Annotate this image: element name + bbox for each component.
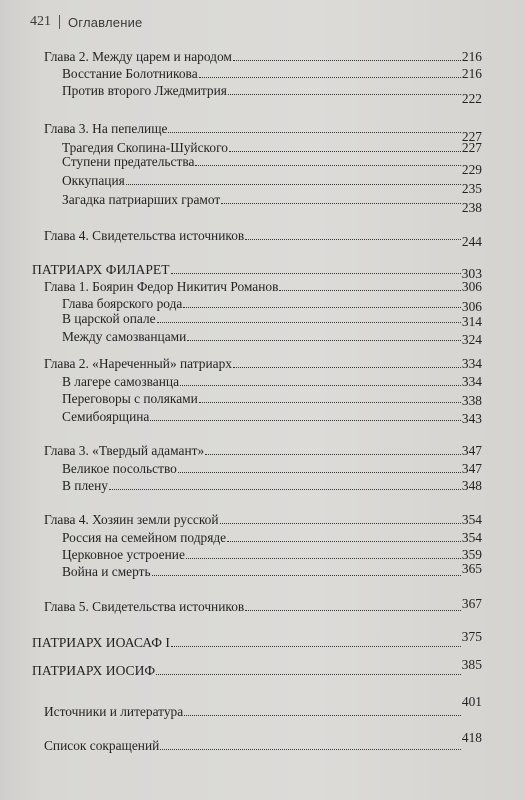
toc-entry-title: Глава 4. Свидетельства источников — [44, 228, 245, 243]
toc-page-number: 222 — [461, 91, 482, 106]
toc-entry-title: Глава боярского рода — [62, 296, 183, 311]
toc-section — [62, 561, 482, 580]
leader-dots — [171, 273, 461, 274]
toc-entry-title: Глава 3. На пепелище — [44, 121, 168, 136]
toc-page-number: 359 — [461, 547, 482, 562]
leader-dots — [160, 749, 461, 750]
toc-page-number: 418 — [461, 730, 482, 745]
toc-chapter — [44, 512, 482, 528]
toc-page-number: 354 — [461, 512, 482, 527]
toc-entry-title: Восстание Болотникова — [62, 66, 198, 81]
toc-page-number: 338 — [461, 393, 482, 408]
toc-entry-title: Переговоры с поляками — [62, 391, 198, 406]
toc-section — [62, 192, 482, 215]
leader-dots — [245, 239, 461, 240]
toc-page-number: 334 — [461, 356, 482, 371]
leader-dots — [168, 132, 460, 133]
toc-entry-title: Война и смерть — [62, 564, 151, 579]
toc-page-number: 244 — [461, 234, 482, 249]
toc-page-number: 347 — [461, 461, 482, 476]
toc-entry-title: Глава 1. Боярин Федор Никитич Романов — [44, 279, 279, 294]
leader-dots — [220, 523, 461, 524]
toc-entry-title: ПАТРИАРХ ИОСИФ — [32, 663, 156, 678]
toc-chapter — [44, 279, 482, 295]
leader-dots — [199, 77, 461, 78]
leader-dots — [227, 541, 461, 542]
toc-entry-title: Против второго Лжедмитрия — [62, 83, 227, 98]
toc-chapter — [44, 596, 482, 615]
leader-dots — [184, 715, 461, 716]
leader-dots — [245, 610, 461, 611]
leader-dots — [221, 203, 461, 204]
toc-page-number: 375 — [461, 629, 482, 644]
toc-section — [62, 296, 482, 312]
toc-entry-title: Россия на семейном подряде — [62, 530, 227, 545]
leader-dots — [228, 94, 461, 95]
toc-page-number: 227 — [461, 129, 482, 144]
toc-page-number: 385 — [461, 657, 482, 672]
toc-page-number: 306 — [461, 299, 482, 314]
toc-entry-title: В лагере самозванца — [62, 374, 180, 389]
page-number: 421 — [30, 14, 51, 29]
toc-section — [62, 530, 482, 546]
leader-dots — [233, 60, 461, 61]
leader-dots — [229, 151, 461, 152]
toc-entry-title: Загадка патриарших грамот — [62, 192, 221, 207]
toc-section — [62, 173, 482, 196]
leader-dots — [183, 307, 461, 308]
toc-entry-title: Трагедия Скопина-Шуйского — [62, 140, 228, 155]
toc-part — [32, 629, 482, 651]
toc-entry-title: В плену — [62, 478, 108, 493]
leader-dots — [171, 646, 461, 647]
toc-part — [32, 657, 482, 679]
toc-entry-title: Глава 4. Хозяин земли русской — [44, 512, 219, 527]
toc-section — [62, 66, 482, 82]
toc-page-number: 334 — [461, 374, 482, 389]
toc-entry-title: Церковное устроение — [62, 547, 185, 562]
toc-page-number: 303 — [461, 266, 482, 281]
toc-entry-title: Ступени предательства — [62, 154, 195, 169]
toc-section — [62, 154, 482, 177]
toc-page-number: 367 — [461, 596, 482, 611]
toc-page-number: 343 — [461, 411, 482, 426]
toc-entry-title: Глава 5. Свидетельства источников — [44, 599, 245, 614]
leader-dots — [195, 165, 460, 166]
toc-part — [32, 262, 482, 281]
toc-page-number: 306 — [461, 279, 482, 294]
toc-entry-title: Источники и литература — [44, 704, 184, 719]
leader-dots — [109, 489, 461, 490]
toc-page-number: 314 — [461, 314, 482, 329]
toc-backmatter — [44, 730, 482, 754]
toc-chapter — [44, 443, 482, 459]
toc-entry-title: ПАТРИАРХ ИОАСАФ I — [32, 635, 170, 650]
toc-section — [62, 83, 482, 106]
leader-dots — [186, 558, 461, 559]
running-title: Оглавление — [68, 14, 143, 30]
toc-section — [62, 329, 482, 345]
toc-page-number: 354 — [461, 530, 482, 545]
toc-chapter — [44, 121, 482, 144]
toc-page-number: 216 — [461, 66, 482, 81]
toc-chapter — [44, 228, 482, 249]
toc-entry-title: Список сокращений — [44, 738, 160, 753]
leader-dots — [205, 454, 461, 455]
toc-page-number: 401 — [461, 694, 482, 709]
toc-entry-title: Глава 2. Между царем и народом — [44, 49, 232, 64]
toc-page-number: 347 — [461, 443, 482, 458]
leader-dots — [180, 385, 461, 386]
toc-entry-title: Глава 3. «Твердый адамант» — [44, 443, 205, 458]
toc-page-number: 235 — [461, 181, 482, 196]
toc-entry-title: Великое посольство — [62, 461, 177, 476]
leader-dots — [187, 340, 461, 341]
toc-page-number: 348 — [461, 478, 482, 493]
toc-chapter — [44, 356, 482, 372]
toc-section — [62, 547, 482, 563]
toc-page-number: 227 — [461, 140, 482, 155]
toc-entry-title: В царской опале — [62, 311, 156, 326]
leader-dots — [152, 575, 461, 576]
toc-entry-title: Оккупация — [62, 173, 125, 188]
toc-section — [62, 461, 482, 477]
leader-dots — [233, 367, 461, 368]
leader-dots — [150, 420, 461, 421]
toc-entry-title: ПАТРИАРХ ФИЛАРЕТ — [32, 262, 170, 277]
leader-dots — [199, 402, 461, 403]
toc-entry-title: Глава 2. «Нареченный» патриарх — [44, 356, 232, 371]
toc-section — [62, 311, 482, 327]
toc-entry-title: Семибоярщина — [62, 409, 150, 424]
toc-page-number: 238 — [461, 200, 482, 215]
toc-page-number: 324 — [461, 332, 482, 347]
leader-dots — [279, 290, 460, 291]
toc-backmatter — [44, 694, 482, 720]
leader-dots — [126, 184, 461, 185]
toc-page-number: 229 — [461, 162, 482, 177]
toc-section — [62, 478, 482, 494]
toc-chapter — [44, 49, 482, 65]
toc-section — [62, 409, 482, 425]
leader-dots — [178, 472, 461, 473]
toc-page-number: 365 — [461, 561, 482, 576]
toc-section — [62, 374, 482, 390]
toc-section — [62, 391, 482, 407]
toc-page-number: 216 — [461, 49, 482, 64]
leader-dots — [156, 674, 460, 675]
leader-dots — [157, 322, 461, 323]
toc-entry-title: Между самозванцами — [62, 329, 187, 344]
